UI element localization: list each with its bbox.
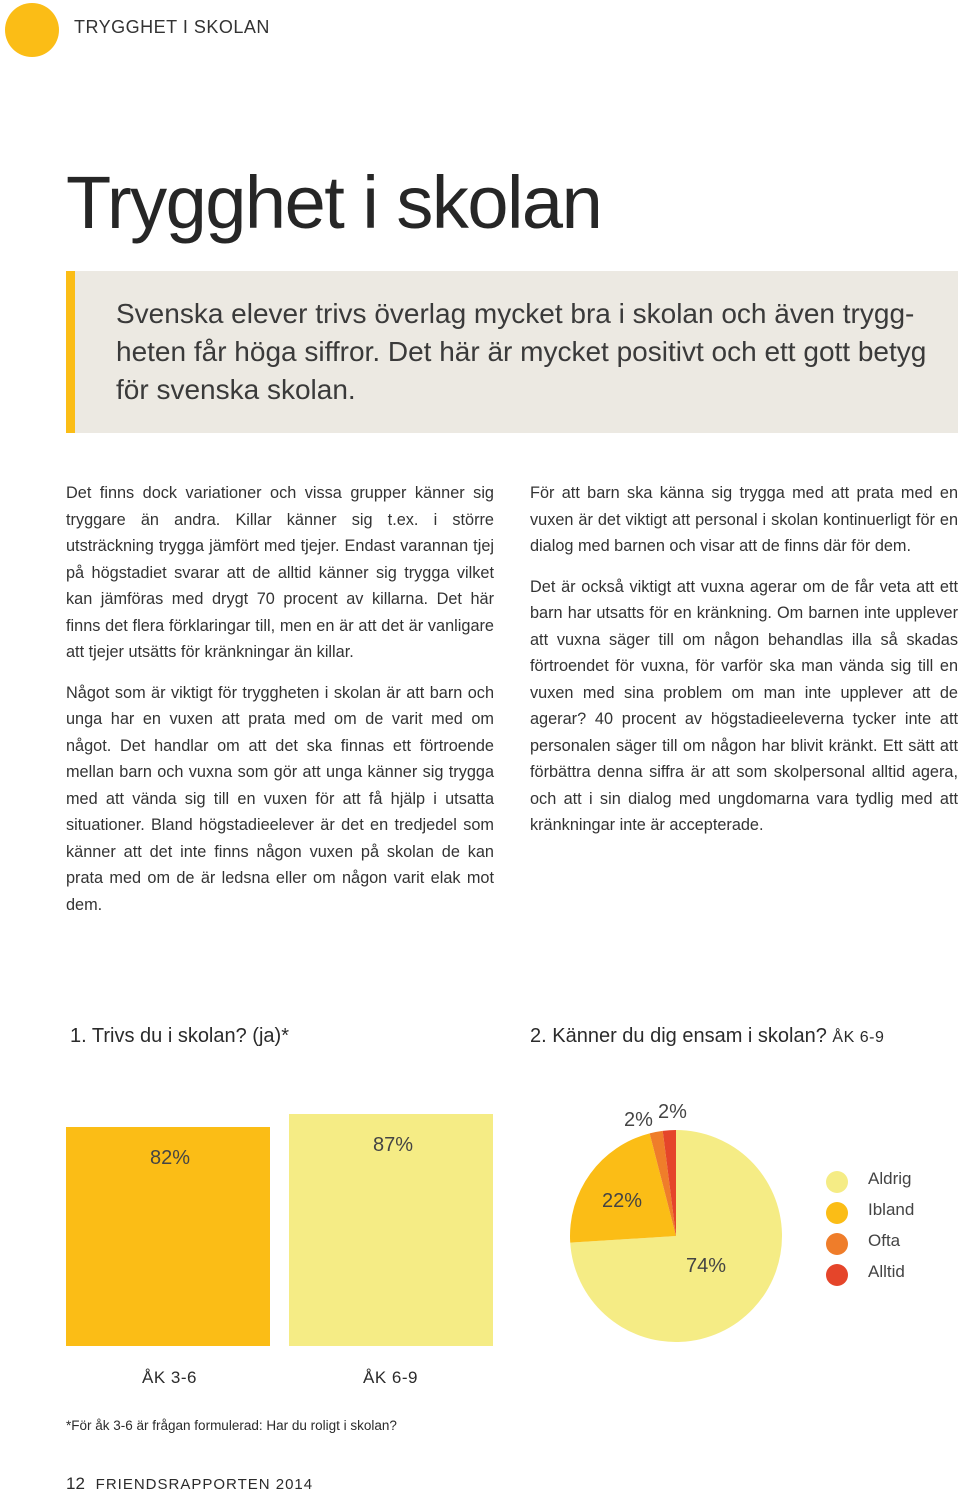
left-paragraph-2: Något som är viktigt för tryggheten i skolan är att barn och unga har en vuxen att prata med om de varit med om något. Det handlar om att det ska finnas ett förtroende mellan barn och vuxna som gör att unga känner sig trygga med att vända sig till en vuxen för att få hjälp i utsatta situationer. Bland högstadieelever är det en tredjedel som känner att det inte finns någon vuxen på skolan de kan prata med om de är ledsna eller om någon varit elak mot dem. [66, 683, 494, 914]
chart-2-title [530, 1025, 884, 1048]
bar-value-label-ak-6-9: 87% [373, 1133, 414, 1156]
section-label: TRYGGHET I SKOLAN [74, 17, 270, 37]
pie-label-ibland: 22% [602, 1190, 643, 1212]
page-title: Trygghet i skolan [66, 161, 602, 244]
legend-swatch-ibland [826, 1202, 848, 1224]
legend-swatch-ofta [826, 1233, 848, 1255]
legend-swatch-alltid [826, 1264, 848, 1286]
section-dot-icon [5, 3, 59, 57]
pie-chart [570, 1130, 782, 1342]
footnote: *För åk 3-6 är frågan formulerad: Har du roligt i skolan? [66, 1418, 397, 1433]
pie-label-ofta: 2% [624, 1109, 653, 1131]
intro-text: Svenska elever trivs överlag mycket bra i skolan och även trygg-heten får höga siffror. Det här är mycket positivt och ett gott betyg för svenska skolan. [116, 298, 927, 405]
page-footer [66, 1474, 313, 1490]
pie-label-aldrig: 74% [686, 1255, 727, 1277]
right-column [530, 480, 958, 853]
chart-2-subtitle: ÅK 6-9 [832, 1029, 885, 1046]
bar-category-ak-3-6: ÅK 3-6 [142, 1368, 197, 1387]
intro-box [66, 271, 958, 433]
legend-label-ofta: Ofta [868, 1231, 901, 1250]
right-paragraph-2: Det är också viktigt att vuxna agerar om de får veta att ett barn har utsatts för en kränkning. Om barnen inte upplever att vuxna säger till om någon behandlas illa så skadas förtroendet för vuxna, för varför ska man vända sig till en vuxen med sina problem om man inte upplever att de agerar? 40 procent av högstadieeleverna tycker inte att personalen säger till om någon har blivit kränkt. Ett sätt att förbättra denna siffra är att som skolpersonal alltid agera, och att i sin dialog med ungdomarna vara tydlig med att kränkningar inte är accepterade. [530, 577, 958, 834]
legend-swatch-aldrig [826, 1171, 848, 1193]
chart-1-title: 1. Trivs du i skolan? (ja)* [70, 1025, 289, 1047]
publication-name: FRIENDSRAPPORTEN 2014 [95, 1476, 314, 1490]
legend-label-aldrig: Aldrig [868, 1169, 912, 1188]
chart-2-title-text: 2. Känner du dig ensam i skolan? [530, 1025, 827, 1047]
page-number: 12 [66, 1474, 85, 1490]
left-paragraph-1: Det finns dock variationer och vissa grupper känner sig tryggare än andra. Killar känner sig t.ex. i större utsträckning trygga jämfört med tjejer. Endast varannan tjej på högstadiet svarar att de alltid känner sig trygga vilket kan jämföras med drygt 70 procent av killarna. Det här finns det flera förklaringar till, men en är att det är vanligare att tjejer utsätts för kränkningar än killar. [66, 484, 494, 661]
bar-value-label-ak-3-6: 82% [150, 1147, 191, 1170]
legend-label-ibland: Ibland [868, 1200, 915, 1219]
pie-label-alltid: 2% [658, 1101, 687, 1123]
right-paragraph-1: För att barn ska känna sig trygga med att prata med en vuxen är det viktigt att personal i skolan kontinuerligt för en dialog med barnen och visar att de finns där för dem. [530, 484, 958, 555]
legend-label-alltid: Alltid [868, 1262, 905, 1281]
bar-category-ak-6-9: ÅK 6-9 [363, 1368, 418, 1387]
left-column [66, 480, 494, 932]
